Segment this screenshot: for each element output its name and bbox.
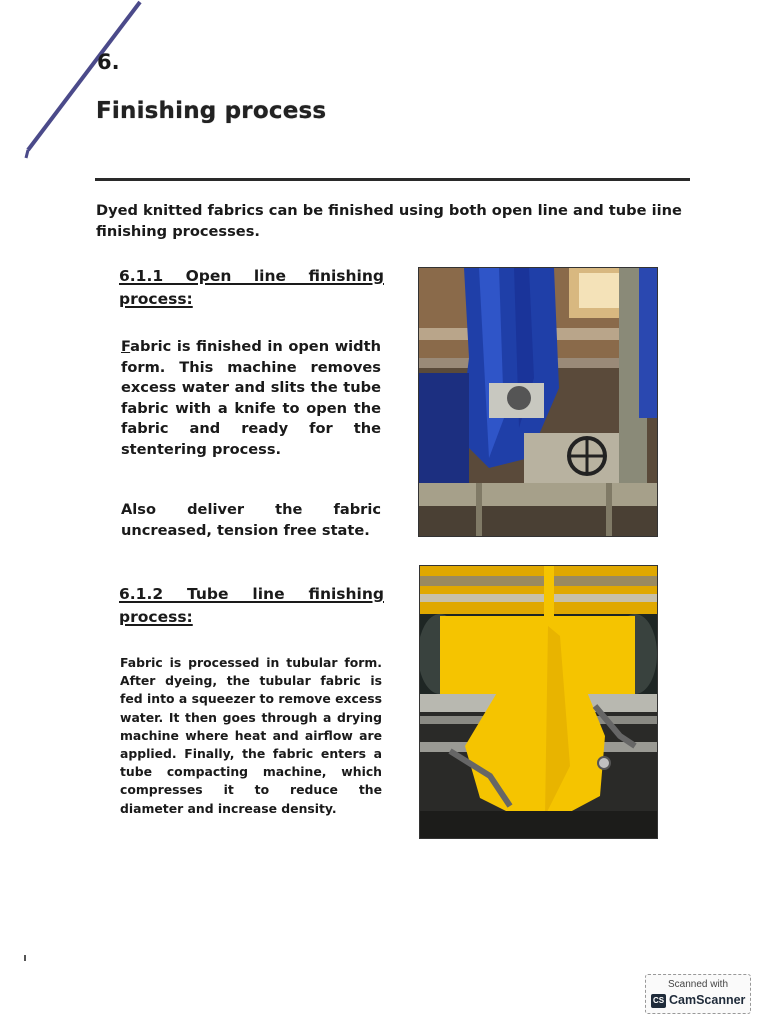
open-line-machine-photo — [418, 267, 658, 537]
tube-line-heading — [119, 583, 384, 629]
open-line-heading — [119, 265, 384, 311]
tube-line-paragraph: Fabric is processed in tubular form. After dyeing, the tubular fabric is fed into a squeezer to remove excess water. It then goes through a drying machine where heat and airflow are applied. Finally, the fabric enters a tube compacting machine, which compresses it to reduce the diameter and increase density. — [120, 655, 382, 816]
tube-line-machine-photo — [419, 565, 658, 839]
open-line-heading-line2: process: — [119, 290, 193, 308]
watermark-caption: Scanned with — [667, 979, 729, 990]
watermark-brand: CamScanner — [669, 993, 746, 1007]
open-line-paragraph — [121, 337, 381, 460]
open-line-paragraph-text: abric is finished in open width form. This machine removes excess water and slits the tube fabric with a knife to open the fabric and ready for the stentering process. — [121, 338, 381, 458]
open-line-heading-line1: 6.1.1 Open line finishing — [119, 267, 384, 285]
section-number: 6. — [97, 50, 120, 74]
tube-line-heading-line1: 6.1.2 Tube line finishing — [119, 585, 384, 603]
camscanner-logo-icon: CS — [651, 994, 666, 1008]
scan-edge-line — [0, 0, 150, 160]
open-line-first-letter: F — [121, 338, 131, 355]
open-line-paragraph-2-line2: uncreased, tension free state. — [121, 521, 370, 539]
open-line-paragraph-2 — [121, 500, 381, 541]
title-divider — [95, 178, 690, 181]
open-line-paragraph-2-line1: Also deliver the fabric — [121, 501, 381, 518]
intro-paragraph: Dyed knitted fabrics can be finished using both open line and tube iine finishing processes. — [96, 202, 682, 240]
scan-mark — [24, 955, 26, 961]
camscanner-watermark — [645, 974, 751, 1014]
tube-line-heading-line2: process: — [119, 608, 193, 626]
page-title: Finishing process — [96, 98, 327, 124]
